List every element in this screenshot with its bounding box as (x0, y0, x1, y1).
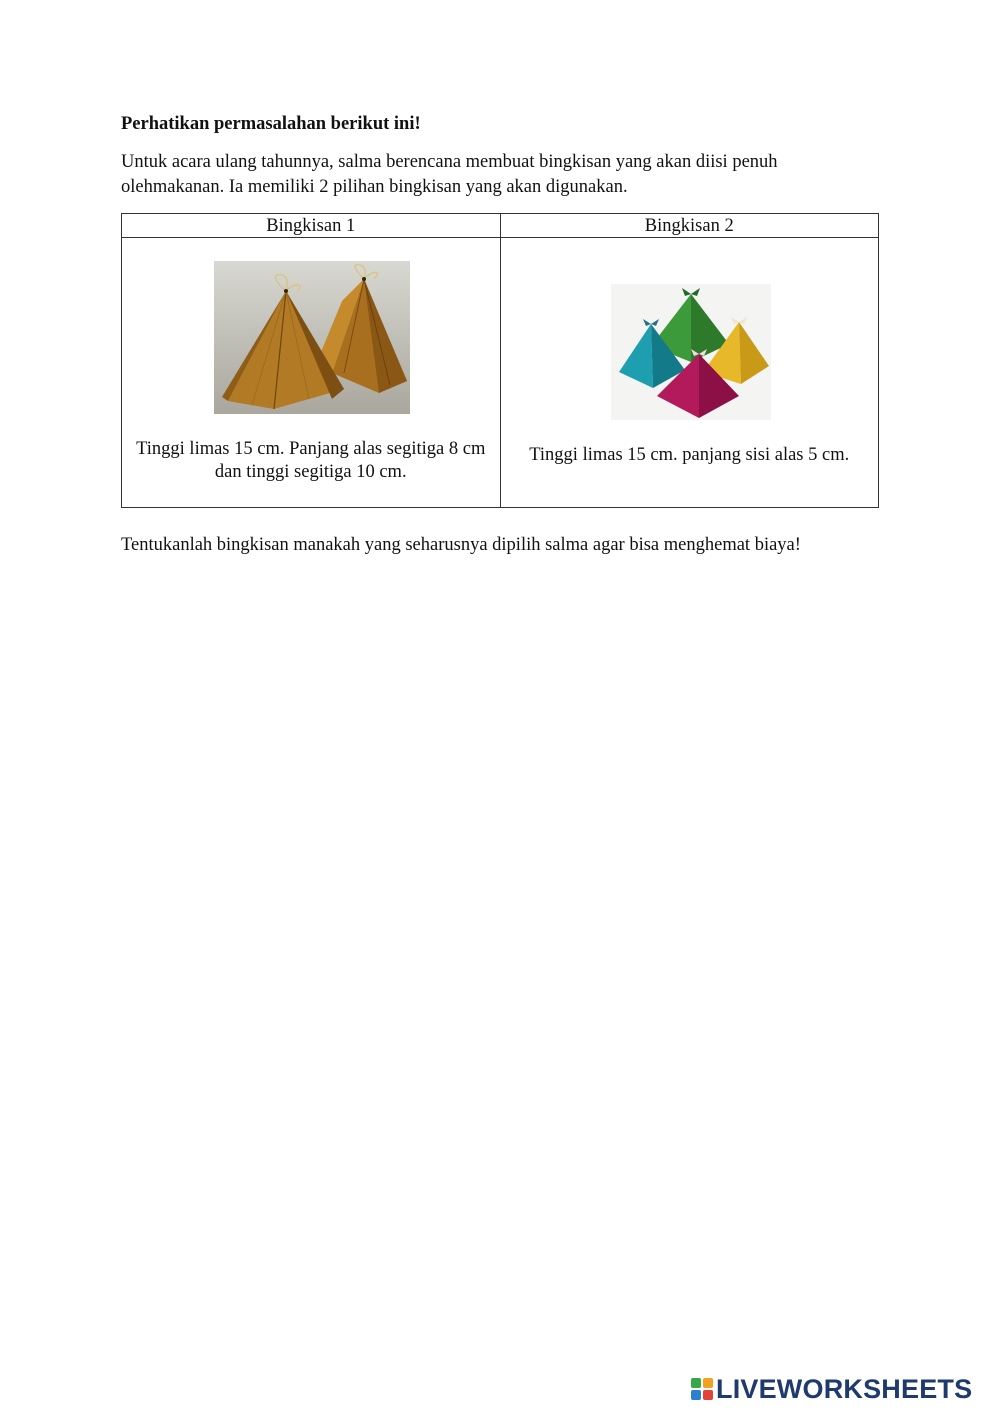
colorful-pyramid-boxes-image (611, 284, 771, 420)
column-header-bingkisan-1: Bingkisan 1 (122, 214, 501, 238)
gift-options-table (121, 213, 879, 508)
question-text: Tentukanlah bingkisan manakah yang seharusnya dipilih salma agar bisa menghemat biaya! (121, 535, 801, 555)
option-1-description: Tinggi limas 15 cm. Panjang alas segitiga 8 cm dan tinggi segitiga 10 cm. (136, 439, 486, 482)
intro-paragraph: Untuk acara ulang tahunnya, salma berencana membuat bingkisan yang akan diisi penuh olehmakanan. Ia memiliki 2 pilihan bingkisan yang akan digunakan. (121, 152, 778, 197)
liveworksheets-wordmark: LIVEWORKSHEETS (716, 1374, 973, 1404)
option-cell-2 (500, 238, 879, 508)
liveworksheets-logo-icon (691, 1378, 713, 1400)
option-2-description: Tinggi limas 15 cm. panjang sisi alas 5 cm. (529, 445, 850, 465)
brown-pyramid-boxes-image (214, 261, 410, 414)
option-cell-1 (122, 238, 501, 508)
column-header-bingkisan-2: Bingkisan 2 (500, 214, 879, 238)
liveworksheets-branding[interactable] (691, 1374, 972, 1404)
page-heading: Perhatikan permasalahan berikut ini! (121, 114, 421, 134)
table-header-row (122, 214, 879, 238)
table-row (122, 238, 879, 508)
